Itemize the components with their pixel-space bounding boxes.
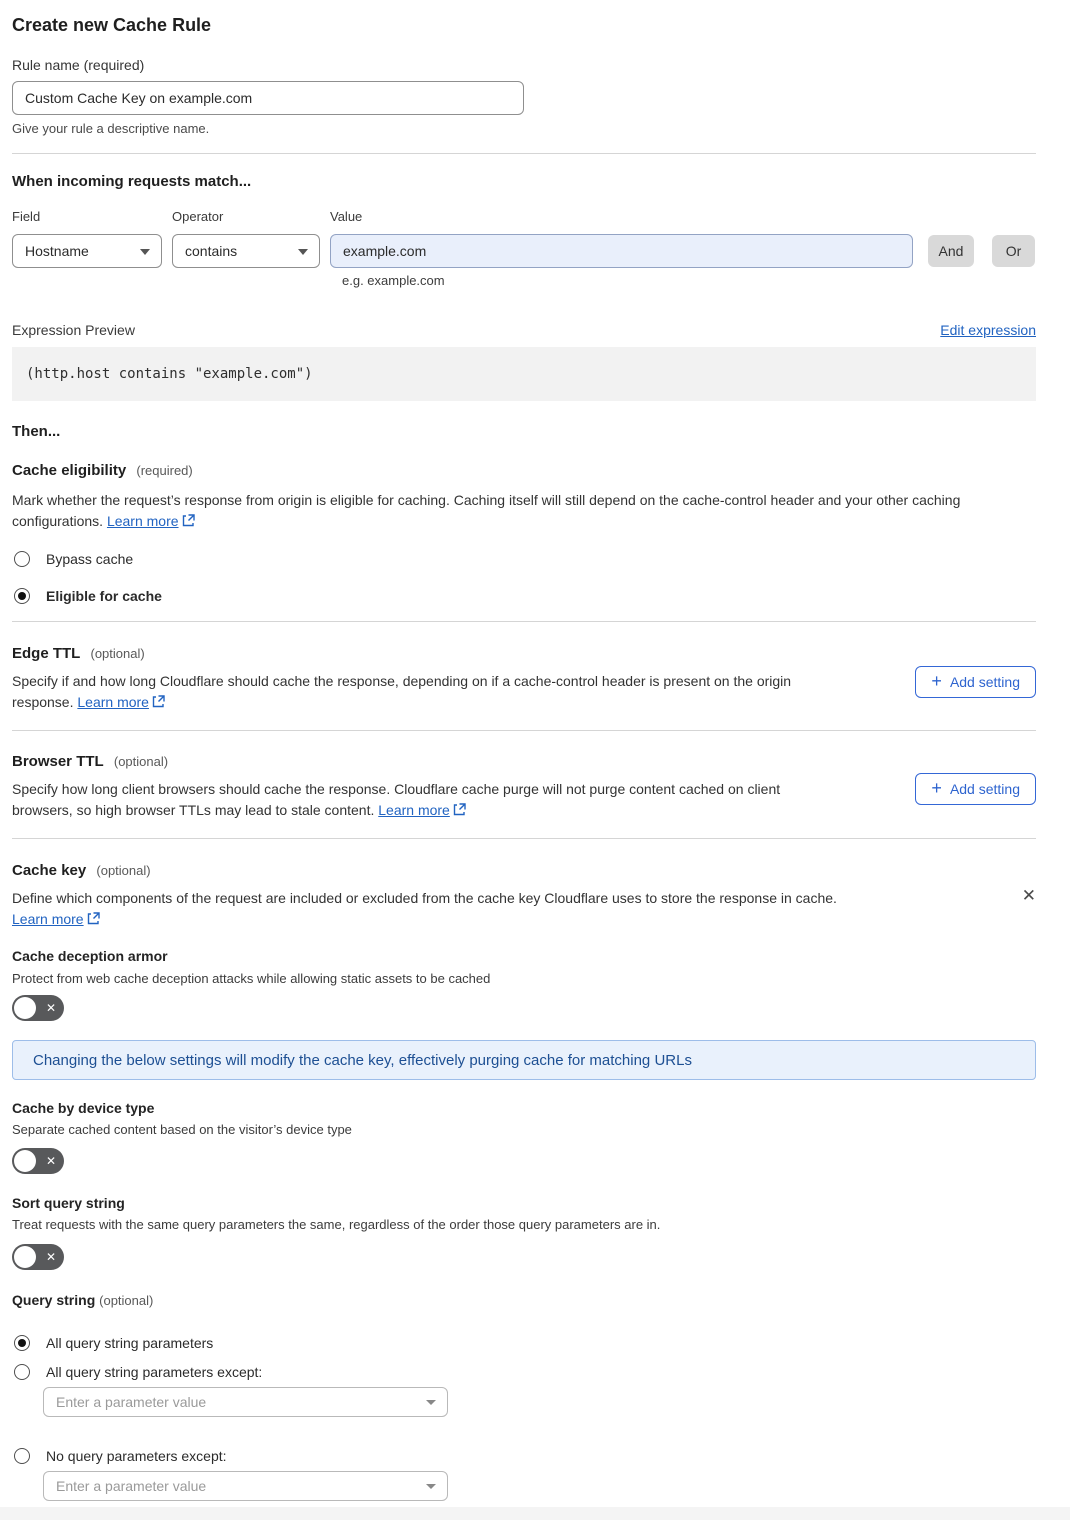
cache-key-heading	[12, 861, 1036, 880]
learn-more-link[interactable]: Learn more	[77, 694, 149, 710]
expression-preview-label: Expression Preview	[12, 322, 135, 338]
eligible-for-cache-label: Eligible for cache	[46, 588, 162, 604]
bypass-cache-option[interactable]	[12, 550, 1036, 568]
edge-ttl-description	[12, 671, 842, 714]
rule-name-helper: Give your rule a descriptive name.	[12, 121, 210, 136]
browser-ttl-section	[12, 752, 1036, 822]
close-icon[interactable]: ✕	[1021, 886, 1036, 905]
bypass-cache-label: Bypass cache	[46, 551, 134, 567]
browser-ttl-qualifier: (optional)	[113, 754, 169, 769]
field-select-value: Hostname	[25, 243, 89, 259]
learn-more-link[interactable]: Learn more	[378, 802, 450, 818]
learn-more-link[interactable]: Learn more	[12, 911, 84, 927]
no-query-parameters-except-label: No query parameters except:	[46, 1448, 227, 1464]
all-query-string-parameters-except-option[interactable]	[12, 1363, 1036, 1381]
query-string-title: Query string	[12, 1292, 96, 1308]
cache-key-description	[12, 888, 892, 931]
cache-eligibility-description-text: Mark whether the request’s response from origin is eligible for caching. Caching itself will still depend on the cache-control header and your other caching configurations.	[12, 492, 961, 529]
all-query-string-parameters-option[interactable]	[12, 1334, 1036, 1352]
cache-deception-armor-description: Protect from web cache deception attacks while allowing static assets to be cached	[12, 971, 491, 986]
cache-eligibility-heading	[12, 461, 1036, 480]
edge-ttl-title: Edge TTL	[12, 645, 81, 662]
cache-key-description-text: Define which components of the request are included or excluded from the cache key Cloudflare uses to store the response in cache.	[12, 890, 837, 906]
field-select[interactable]	[12, 234, 162, 268]
toggle-off-icon: ✕	[45, 1154, 56, 1168]
browser-ttl-heading	[12, 752, 1036, 771]
divider	[12, 153, 1036, 154]
eligible-for-cache-option[interactable]	[12, 587, 1036, 605]
and-button[interactable]: And	[928, 235, 974, 267]
toggle-knob	[14, 1150, 36, 1172]
or-button[interactable]: Or	[992, 235, 1035, 267]
external-link-icon	[152, 693, 165, 714]
external-link-icon	[182, 512, 195, 533]
cache-by-device-type-toggle[interactable]	[12, 1148, 64, 1174]
chevron-down-icon	[426, 1400, 436, 1405]
cache-by-device-type-description: Separate cached content based on the visitor’s device type	[12, 1122, 352, 1137]
edge-ttl-add-setting-button[interactable]	[915, 666, 1036, 698]
radio-unselected-icon[interactable]	[14, 551, 30, 567]
match-heading: When incoming requests match...	[12, 173, 252, 190]
chevron-down-icon	[426, 1484, 436, 1489]
plus-icon: +	[931, 671, 942, 691]
page-title: Create new Cache Rule	[12, 15, 212, 35]
radio-selected-icon[interactable]	[14, 1335, 30, 1351]
cache-key-qualifier: (optional)	[96, 863, 151, 878]
toggle-knob	[14, 1246, 36, 1268]
expression-preview-row	[12, 321, 1036, 339]
cache-eligibility-qualifier: (required)	[136, 463, 193, 478]
divider	[12, 730, 1036, 731]
value-input[interactable]	[330, 234, 913, 268]
expression-code: (http.host contains "example.com")	[26, 366, 313, 382]
radio-unselected-icon[interactable]	[14, 1448, 30, 1464]
no-query-parameter-select[interactable]	[43, 1471, 448, 1501]
browser-ttl-description-text: Specify how long client browsers should cache the response. Cloudflare cache purge will not purge content cached on client browsers, so high browser TTLs may lead to stale content.	[12, 781, 781, 818]
cache-deception-armor-title: Cache deception armor	[12, 948, 168, 964]
divider	[12, 621, 1036, 622]
toggle-knob	[14, 997, 36, 1019]
add-setting-label: Add setting	[949, 674, 1020, 690]
edit-expression-link[interactable]: Edit expression	[940, 322, 1036, 338]
rule-name-input[interactable]	[12, 81, 524, 115]
value-label: Value	[330, 209, 363, 224]
all-query-string-parameters-except-label: All query string parameters except:	[46, 1364, 263, 1380]
external-link-icon	[87, 910, 100, 931]
cache-eligibility-title: Cache eligibility	[12, 462, 127, 479]
sort-query-string-toggle[interactable]	[12, 1244, 64, 1270]
no-query-parameter-input[interactable]	[43, 1471, 448, 1501]
cache-eligibility-description	[12, 490, 1024, 533]
bottom-page-edge	[0, 1507, 1070, 1520]
sort-query-string-title: Sort query string	[12, 1195, 125, 1211]
field-label: Field	[12, 209, 41, 224]
all-query-string-parameters-label: All query string parameters	[46, 1335, 214, 1351]
operator-select[interactable]	[172, 234, 320, 268]
except-parameter-input[interactable]	[43, 1387, 448, 1417]
chevron-down-icon	[298, 249, 308, 255]
divider	[12, 838, 1036, 839]
radio-selected-icon[interactable]	[14, 588, 30, 604]
browser-ttl-title: Browser TTL	[12, 753, 104, 770]
browser-ttl-description	[12, 779, 842, 822]
cache-key-warning-text: Changing the below settings will modify the cache key, effectively purging cache for matching URLs	[33, 1051, 692, 1069]
external-link-icon	[453, 801, 466, 822]
cache-key-section	[12, 861, 1036, 1501]
cache-key-warning-banner	[12, 1040, 1036, 1080]
no-query-parameters-except-option[interactable]	[12, 1447, 1036, 1465]
sort-query-string-description: Treat requests with the same query parameters the same, regardless of the order those query parameters are in.	[12, 1217, 661, 1232]
toggle-off-icon: ✕	[45, 1250, 56, 1264]
add-setting-label: Add setting	[949, 781, 1020, 797]
cache-key-title: Cache key	[12, 862, 87, 879]
match-controls-row	[12, 234, 1036, 268]
expression-code-block	[12, 347, 1036, 401]
chevron-down-icon	[140, 249, 150, 255]
browser-ttl-add-setting-button[interactable]	[915, 773, 1036, 805]
edge-ttl-description-text: Specify if and how long Cloudflare should cache the response, depending on if a cache-control header is present on the origin response.	[12, 673, 792, 710]
cache-deception-armor-toggle[interactable]	[12, 995, 64, 1021]
operator-select-value: contains	[185, 243, 238, 259]
match-column-labels	[12, 208, 1036, 225]
query-string-heading	[12, 1291, 1036, 1310]
create-cache-rule-form	[12, 0, 1036, 1501]
learn-more-link[interactable]: Learn more	[106, 513, 179, 529]
edge-ttl-section	[12, 644, 1036, 714]
toggle-off-icon: ✕	[45, 1001, 56, 1015]
plus-icon: +	[931, 778, 942, 798]
except-parameter-select[interactable]	[43, 1387, 448, 1417]
then-heading: Then...	[12, 423, 61, 440]
cache-by-device-type-title: Cache by device type	[12, 1100, 155, 1116]
edge-ttl-qualifier: (optional)	[90, 646, 145, 661]
value-hint: e.g. example.com	[342, 273, 445, 288]
query-string-qualifier: (optional)	[99, 1293, 154, 1308]
edge-ttl-heading	[12, 644, 1036, 663]
rule-name-label: Rule name (required)	[12, 57, 145, 73]
radio-unselected-icon[interactable]	[14, 1364, 30, 1380]
operator-label: Operator	[172, 209, 224, 224]
